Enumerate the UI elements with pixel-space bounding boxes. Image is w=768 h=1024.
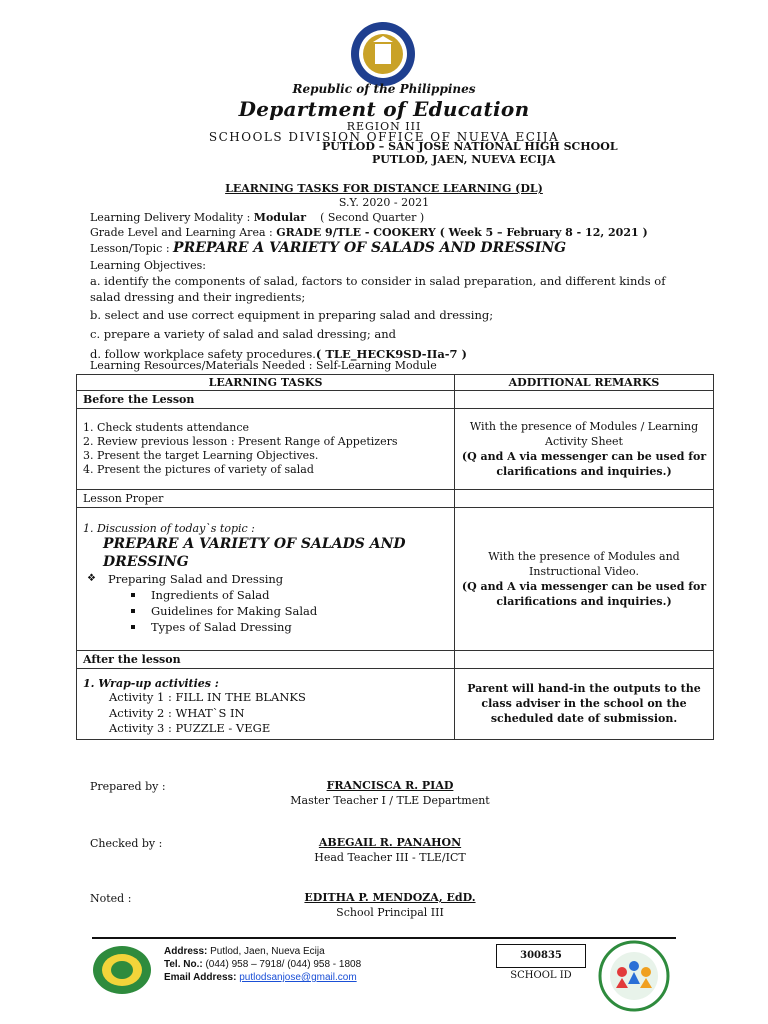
- objective-d-text: d. follow workplace safety procedures.: [90, 347, 316, 361]
- email-link[interactable]: putlodsanjose@gmail.com: [239, 972, 357, 983]
- region-text: REGION III: [346, 120, 422, 133]
- footer-email: [164, 972, 357, 983]
- square-bullet-icon: [131, 609, 135, 613]
- list-item: Activity 3 : PUZZLE - VEGE: [109, 721, 271, 735]
- square-bullet-icon: [131, 625, 135, 629]
- lesson-proper-content: [77, 508, 455, 651]
- table-row: [77, 669, 714, 740]
- quarter-text: ( Second Quarter ): [320, 211, 425, 224]
- remark-text: With the presence of Modules and Instructional Video.: [488, 550, 680, 578]
- objective-c: c. prepare a variety of salad and salad dressing; and: [90, 327, 397, 341]
- noted-label: Noted :: [90, 892, 132, 905]
- deped-seal-icon: [349, 20, 417, 88]
- before-remark: [455, 409, 714, 490]
- modality-value: Modular: [253, 211, 307, 224]
- email-label: Email Address:: [164, 972, 237, 983]
- noted-name: EDITHA P. MENDOZA, EdD.: [304, 891, 476, 904]
- lesson-proper-label: Lesson Proper: [77, 490, 455, 508]
- modality-label: Learning Delivery Modality :: [90, 211, 254, 224]
- subitem-text: Types of Salad Dressing: [151, 620, 292, 634]
- topic-line: [90, 240, 566, 256]
- checked-by-label: Checked by :: [90, 837, 163, 850]
- list-item: [87, 571, 448, 587]
- table-row: [77, 508, 714, 651]
- footer-tel: [164, 959, 361, 970]
- square-bullet-icon: [131, 593, 135, 597]
- tel-value: (044) 958 – 7918/ (044) 958 - 1808: [202, 959, 362, 970]
- list-item: 2. Review previous lesson : Present Range of Appetizers: [83, 435, 398, 448]
- topic-label: Lesson/Topic :: [90, 242, 174, 255]
- address-value: Putlod, Jaen, Nueva Ecija: [207, 946, 325, 957]
- division-text: SCHOOLS DIVISION OFFICE OF NUEVA ECIJA: [208, 130, 560, 144]
- table-header-row: [77, 375, 714, 391]
- department-title: Department of Education: [238, 97, 530, 121]
- after-lesson-content: [77, 669, 455, 740]
- after-remark: Parent will hand-in the outputs to the class adviser in the school on the scheduled date of submission.: [455, 669, 714, 740]
- before-lesson-items: [77, 409, 455, 490]
- empty-cell: [455, 651, 714, 669]
- resources-line: Learning Resources/Materials Needed : Self-Learning Module: [90, 359, 437, 372]
- footer-address: [164, 946, 325, 957]
- proper-remark: [455, 508, 714, 651]
- table-row: [77, 391, 714, 409]
- grade-label: Grade Level and Learning Area :: [90, 226, 277, 239]
- learning-tasks-table: [76, 374, 714, 740]
- grade-value: GRADE 9/TLE - COOKERY ( Week 5 – February 8 - 12, 2021 ): [276, 226, 648, 239]
- remark-bold-text: (Q and A via messenger can be used for clarifications and inquiries.): [461, 450, 707, 478]
- table-row: [77, 409, 714, 490]
- bullet-text: Preparing Salad and Dressing: [107, 572, 284, 586]
- list-item: 4. Present the pictures of variety of salad: [83, 463, 314, 476]
- noted-position: School Principal III: [336, 906, 444, 919]
- proper-topic: PREPARE A VARIETY OF SALADS AND DRESSING: [103, 536, 406, 570]
- subitem-text: Ingredients of Salad: [151, 588, 270, 602]
- col-header-remarks: ADDITIONAL REMARKS: [455, 375, 714, 391]
- list-item: 1. Check students attendance: [83, 421, 250, 434]
- diamond-bullet-icon: ❖: [87, 573, 96, 584]
- prepared-by-name: FRANCISCA R. PIAD: [326, 779, 454, 792]
- list-item: 3. Present the target Learning Objectives.: [83, 449, 319, 462]
- checked-by-position: Head Teacher III - TLE/ICT: [314, 851, 466, 864]
- wrapup-text: 1. Wrap-up activities :: [83, 677, 219, 690]
- list-item: [131, 587, 448, 603]
- before-lesson-label: Before the Lesson: [77, 391, 455, 409]
- footer-divider: [92, 937, 676, 939]
- school-id-value: 300835: [496, 944, 586, 968]
- checked-by-name: ABEGAIL R. PANAHON: [318, 836, 462, 849]
- empty-cell: [455, 490, 714, 508]
- document-title: LEARNING TASKS FOR DISTANCE LEARNING (DL): [225, 182, 543, 195]
- list-item: [131, 603, 448, 619]
- list-item: Activity 1 : FILL IN THE BLANKS: [109, 690, 306, 704]
- remark-text: With the presence of Modules / Learning Activity Sheet: [469, 420, 699, 448]
- discussion-text: 1. Discussion of today`s topic :: [83, 522, 255, 535]
- objectives-label: Learning Objectives:: [90, 259, 207, 272]
- table-row: [77, 651, 714, 669]
- col-header-tasks: LEARNING TASKS: [77, 375, 455, 391]
- subitem-text: Guidelines for Making Salad: [151, 604, 318, 618]
- objective-a: a. identify the components of salad, factors to consider in salad preparation, and different kinds of salad dressing and their ingredients;: [90, 274, 666, 304]
- prepared-by-label: Prepared by :: [90, 780, 166, 793]
- school-address: PUTLOD, JAEN, NUEVA ECIJA: [372, 153, 556, 166]
- topic-value: PREPARE A VARIETY OF SALADS AND DRESSING: [173, 240, 567, 256]
- republic-text: Republic of the Philippines: [292, 82, 476, 96]
- tel-label: Tel. No.:: [164, 959, 203, 970]
- table-row: [77, 490, 714, 508]
- list-item: Activity 2 : WHAT`S IN: [109, 705, 245, 720]
- school-name: PUTLOD – SAN JOSE NATIONAL HIGH SCHOOL: [322, 140, 618, 153]
- empty-cell: [455, 391, 714, 409]
- school-year: S.Y. 2020 - 2021: [338, 196, 430, 209]
- address-label: Address:: [164, 946, 208, 957]
- list-item: [131, 619, 448, 635]
- prepared-by-position: Master Teacher I / TLE Department: [290, 794, 490, 807]
- grade-line: [90, 226, 648, 239]
- modality-line: [90, 211, 424, 224]
- after-lesson-label: After the lesson: [77, 651, 455, 669]
- objective-d-code: ( TLE_HECK9SD-IIa-7 ): [315, 347, 467, 361]
- child-friendly-school-logo-icon: [598, 940, 670, 1012]
- objective-b: b. select and use correct equipment in preparing salad and dressing;: [90, 308, 494, 322]
- school-id-label: SCHOOL ID: [510, 970, 572, 981]
- school-logo-icon: [92, 945, 152, 995]
- remark-bold-text: (Q and A via messenger can be used for clarifications and inquiries.): [461, 580, 707, 608]
